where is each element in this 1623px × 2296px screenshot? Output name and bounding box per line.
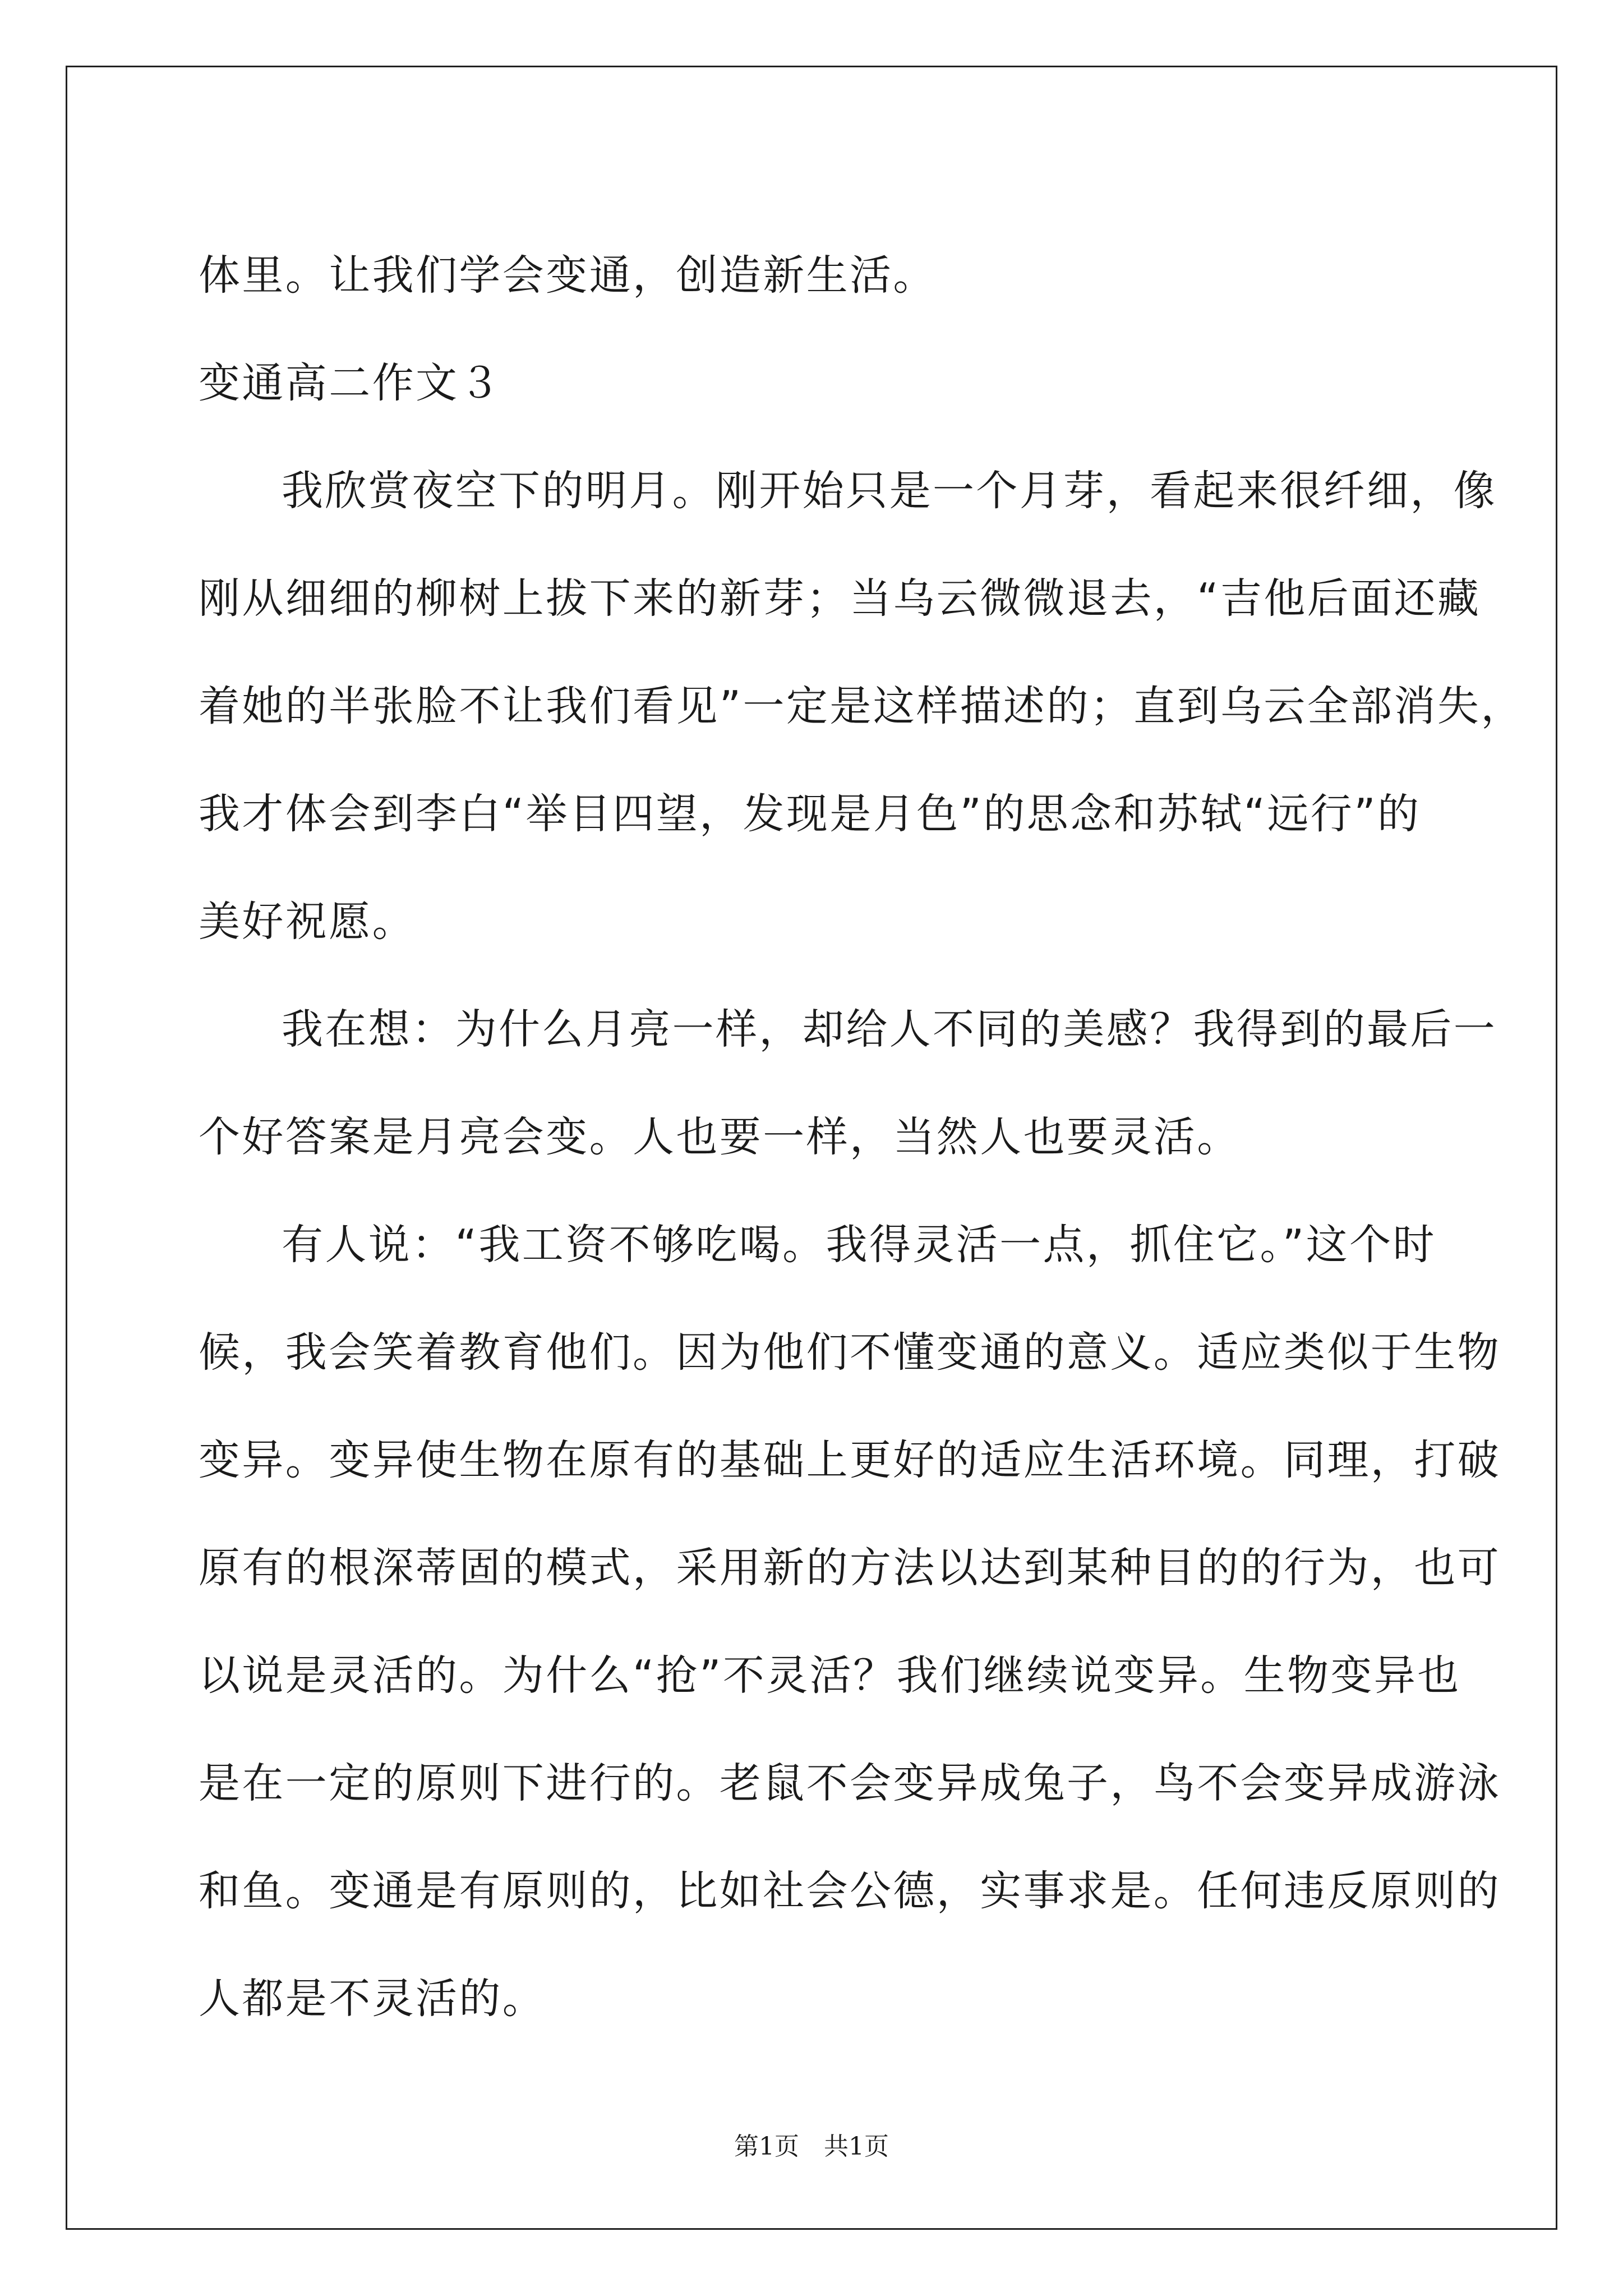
text-line: 我在想：为什么月亮一样，却给人不同的美感？我得到的最后一 xyxy=(282,1005,1497,1053)
document-body xyxy=(199,222,1524,2053)
text-line: 刚从细细的柳树上拔下来的新芽；当乌云微微退去，“吉他后面还藏 xyxy=(199,574,1481,623)
text-line: 原有的根深蒂固的模式，采用新的方法以达到某种目的的行为，也可 xyxy=(199,1544,1501,1592)
section-heading: 变通高二作文３ xyxy=(199,359,502,407)
text-line: 美好祝愿。 xyxy=(199,898,416,946)
text-line: 有人说：“我工资不够吃喝。我得灵活一点，抓住它。”这个时 xyxy=(282,1221,1436,1269)
text-line: 人都是不灵活的。 xyxy=(199,1975,546,2023)
text-line: 我欣赏夜空下的明月。刚开始只是一个月芽，看起来很纤细，像 xyxy=(282,467,1497,515)
text-line: 和鱼。变通是有原则的，比如社会公德，实事求是。任何违反原则的 xyxy=(199,1867,1501,1915)
text-line: 是在一定的原则下进行的。老鼠不会变异成兔子，鸟不会变异成游泳 xyxy=(199,1759,1501,1807)
text-line: 候，我会笑着教育他们。因为他们不懂变通的意义。适应类似于生物 xyxy=(199,1328,1501,1377)
text-line: 体里。让我们学会变通，创造新生活。 xyxy=(199,251,937,300)
page-footer: 第1页 共1页 xyxy=(734,2132,889,2161)
text-line: 个好答案是月亮会变。人也要一样，当然人也要灵活。 xyxy=(199,1113,1241,1161)
text-line: 以说是灵活的。为什么“抢”不灵活？我们继续说变异。生物变异也 xyxy=(199,1651,1461,1700)
text-line: 我才体会到李白“举目四望，发现是月色”的思念和苏轼“远行”的 xyxy=(199,790,1421,838)
text-line: 着她的半张脸不让我们看见”一定是这样描述的；直到乌云全部消失， xyxy=(199,682,1524,730)
text-line: 变异。变异使生物在原有的基础上更好的适应生活环境。同理，打破 xyxy=(199,1436,1501,1484)
